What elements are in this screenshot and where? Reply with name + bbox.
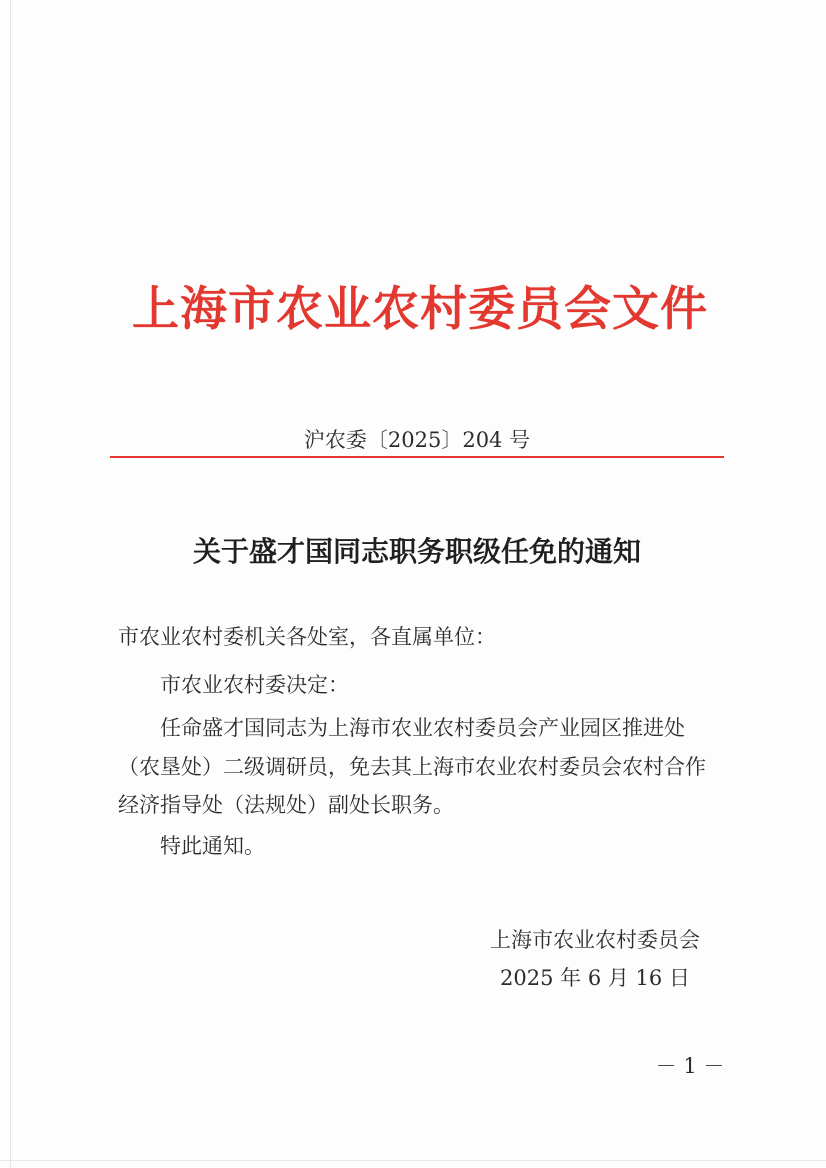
scan-edge-bottom	[0, 1160, 826, 1161]
body-paragraph-appointment-line-1: 任命盛才国同志为上海市农业农村委员会产业园区推进处	[160, 716, 685, 740]
issuer-header-title: 上海市农业农村委员会文件	[132, 282, 708, 337]
signature-organization: 上海市农业农村委员会	[490, 928, 700, 952]
scan-edge-left	[10, 0, 11, 1168]
document-number: 沪农委〔2025〕204 号	[303, 428, 531, 452]
salutation: 市农业农村委机关各处室，各直属单位：	[118, 625, 496, 649]
page-number: － 1 －	[655, 1054, 725, 1078]
body-paragraph-decision: 市农业农村委决定：	[160, 673, 349, 697]
body-paragraph-appointment-line-2: （农垦处）二级调研员，免去其上海市农业农村委员会农村合作	[118, 755, 706, 779]
body-paragraph-closing: 特此通知。	[160, 834, 265, 858]
header-red-rule	[110, 456, 724, 458]
body-paragraph-appointment-line-3: 经济指导处（法规处）副处长职务。	[118, 793, 454, 817]
signature-date: 2025 年 6 月 16 日	[500, 966, 690, 990]
document-title: 关于盛才国同志职务职级任免的通知	[192, 535, 641, 568]
